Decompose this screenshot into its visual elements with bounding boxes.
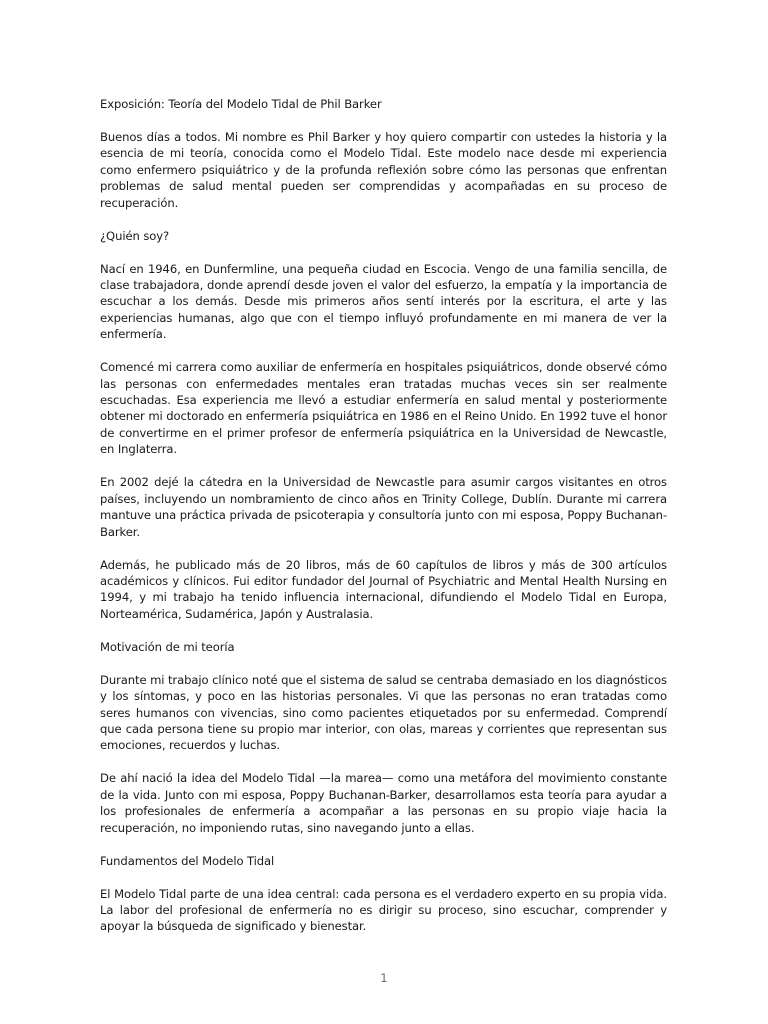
paragraph-birth: Nací en 1946, en Dunfermline, una pequeña ciudad en Escocia. Vengo de una familia sencilla, de clase trabajadora, donde aprendí desde joven el valor del esfuerzo, la empatía y la importancia de escuchar a los demás. Desde mis primeros años sentí interés por la escritura, el arte y las experiencias humanas, algo que con el tiempo influyó profundamente en mi manera de ver la enfermería. xyxy=(100,261,667,342)
document-body xyxy=(100,96,667,935)
section-heading-motivation: Motivación de mi teoría xyxy=(100,639,235,654)
paragraph-career: Comencé mi carrera como auxiliar de enfermería en hospitales psiquiátricos, donde observé cómo las personas con enfermedades mentales eran tratadas muchas veces sin ser realmente escuchadas. Esa experiencia me llevó a estudiar enfermería en salud mental y posteriormente obtener mi doctorado en enfermería psiquiátrica en 1986 en el Reino Unido. En 1992 tuve el honor de convertirme en el primer profesor de enfermería psiquiátrica en la Universidad de Newcastle, en Inglaterra. xyxy=(100,360,667,457)
document-title: Exposición: Teoría del Modelo Tidal de Phil Barker xyxy=(100,97,382,111)
section-heading-who-am-i: ¿Quién soy? xyxy=(100,228,170,243)
paragraph-foundations: El Modelo Tidal parte de una idea central: cada persona es el verdadero experto en su propia vida. La labor del profesional de enfermería no es dirigir su proceso, sino escuchar, comprender y apoyar la búsqueda de significado y bienestar. xyxy=(100,886,667,934)
paragraph-clinical-work: Durante mi trabajo clínico noté que el sistema de salud se centraba demasiado en los diagnósticos y los síntomas, y poco en las historias personales. Vi que las personas no eran tratadas como seres humanos con vivencias, sino como pacientes etiquetados por su enfermedad. Comprendí que cada persona tiene su propio mar interior, con olas, mareas y corrientes que representan sus emociones, recuerdos y luchas. xyxy=(100,672,667,753)
section-heading-foundations: Fundamentos del Modelo Tidal xyxy=(100,853,275,868)
page-number: 1 xyxy=(380,971,388,985)
intro-paragraph: Buenos días a todos. Mi nombre es Phil Barker y hoy quiero compartir con ustedes la historia y la esencia de mi teoría, conocida como el Modelo Tidal. Este modelo nace desde mi experiencia como enfermero psiquiátrico y de la profunda reflexión sobre cómo las personas que enfrentan problemas de salud mental pueden ser comprendidas y acompañadas en su proceso de recuperación. xyxy=(100,130,667,210)
paragraph-tidal-origin: De ahí nació la idea del Modelo Tidal —la marea— como una metáfora del movimiento constante de la vida. Junto con mi esposa, Poppy Buchanan-Barker, desarrollamos esta teoría para ayudar a los profesionales de enfermería a acompañar a las personas en su propio viaje hacia la recuperación, no imponiendo rutas, sino navegando junto a ellas. xyxy=(100,771,667,835)
paragraph-publications: Además, he publicado más de 20 libros, más de 60 capítulos de libros y más de 300 artículos académicos y clínicos. Fui editor fundador del Journal of Psychiatric and Mental Health Nursing en 1994, y mi trabajo ha tenido influencia internacional, difundiendo el Modelo Tidal en Europa, Norteamérica, Sudamérica, Japón y Australasia. xyxy=(100,557,667,621)
paragraph-newcastle: En 2002 dejé la cátedra en la Universidad de Newcastle para asumir cargos visitantes en otros países, incluyendo un nombramiento de cinco años en Trinity College, Dublín. Durante mi carrera mantuve una práctica privada de psicoterapia y consultoría junto con mi esposa, Poppy Buchanan-Barker. xyxy=(100,475,667,539)
